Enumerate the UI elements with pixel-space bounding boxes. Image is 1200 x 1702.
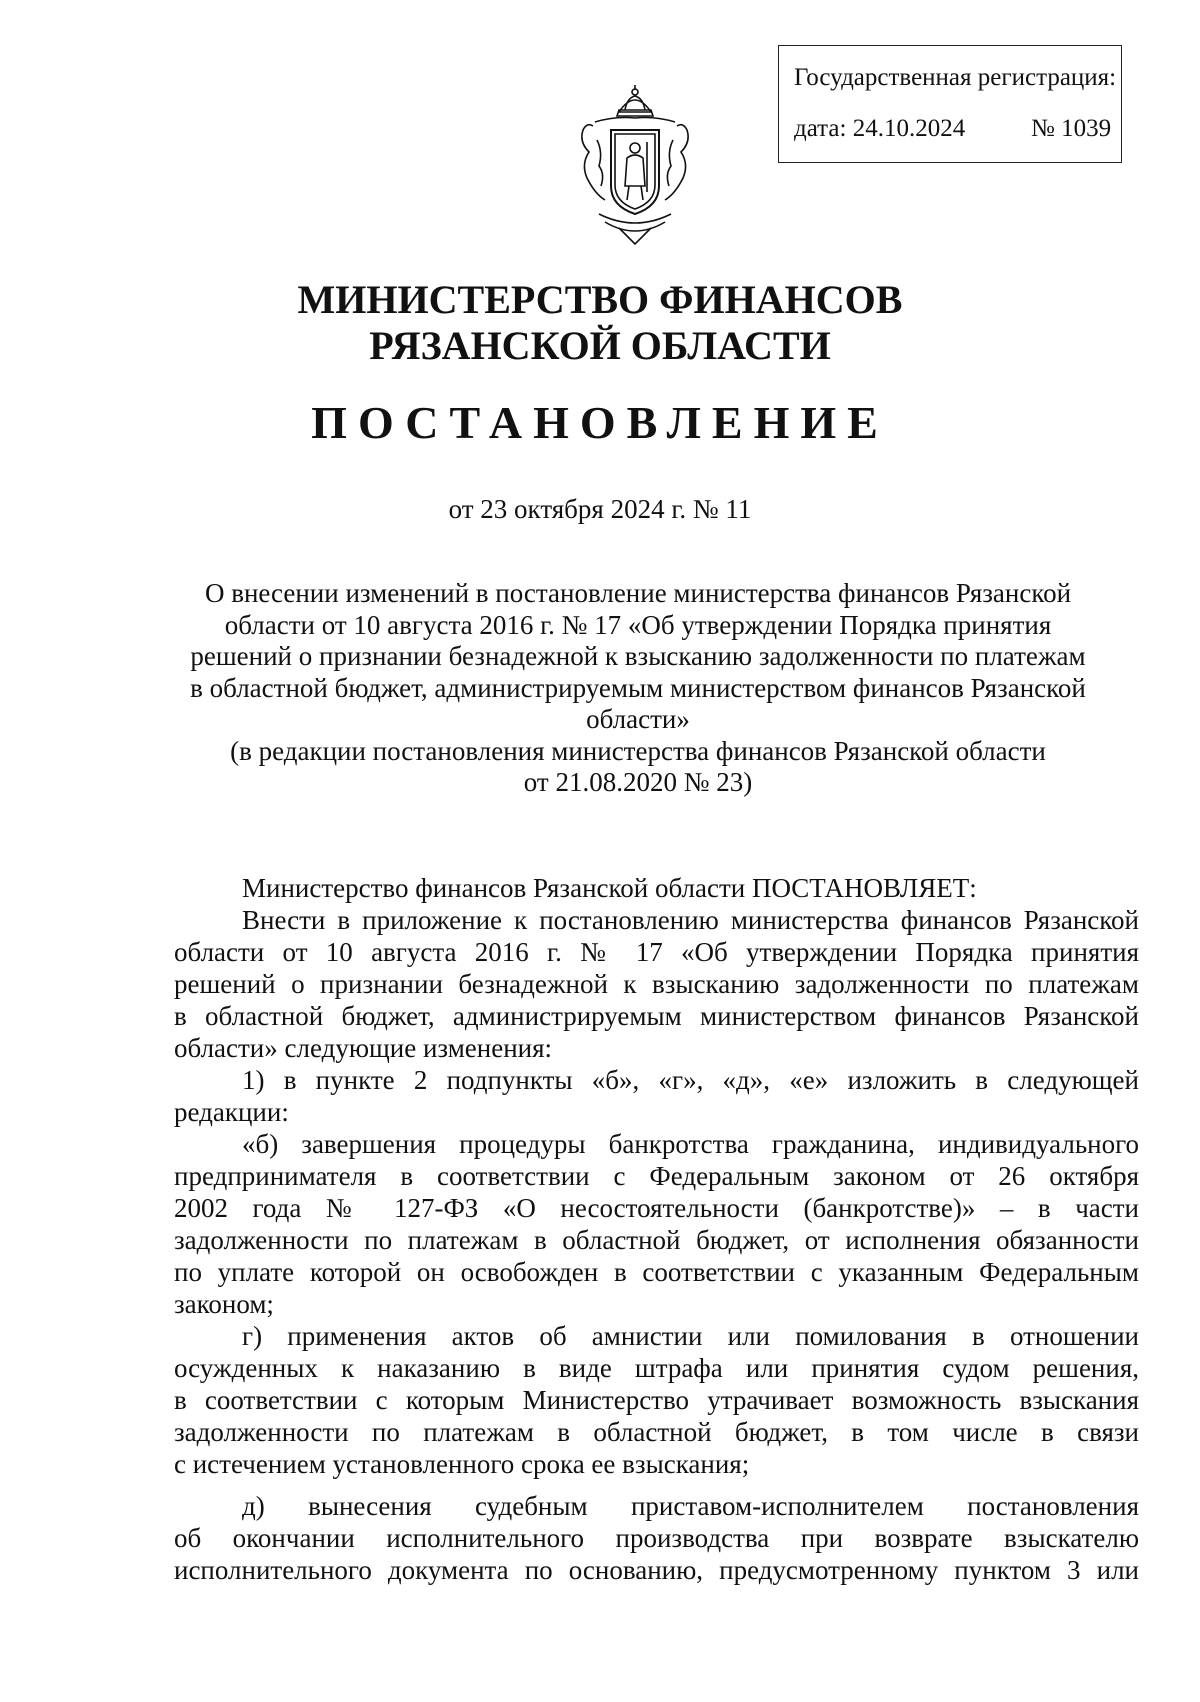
body-line: предпринимателя в соответствии с Федеральным законом от 26 октября: [174, 1161, 1139, 1191]
title-line: в областной бюджет, администрируемым министерством финансов Рязанской: [190, 672, 1086, 703]
ministry-name-line2: РЯЗАНСКОЙ ОБЛАСТИ: [369, 323, 831, 368]
title-line: области от 10 августа 2016 г. № 17 «Об утверждении Порядка принятия: [224, 609, 1052, 640]
document-type: ПОСТАНОВЛЕНИЕ: [311, 397, 889, 448]
registration-number: № 1039: [1031, 115, 1112, 142]
body-line: 1) в пункте 2 подпункты «б», «г», «д», «е» изложить в следующей: [242, 1065, 1139, 1095]
ministry-name-line1: МИНИСТЕРСТВО ФИНАНСОВ: [297, 277, 903, 322]
body-line: в соответствии с которым Министерство утрачивает возможность взыскания: [174, 1385, 1139, 1415]
body-line: редакции:: [174, 1097, 289, 1127]
body-line: законом;: [174, 1289, 274, 1319]
body-line: Министерство финансов Рязанской области ПОСТАНОВЛЯЕТ:: [242, 873, 977, 903]
body-line: задолженности по платежам в областной бюджет, в том числе в связи: [174, 1417, 1139, 1447]
registration-title: Государственная регистрация:: [794, 64, 1117, 91]
title-line: (в редакции постановления министерства финансов Рязанской области: [230, 735, 1046, 766]
title-line: О внесении изменений в постановление министерства финансов Рязанской: [204, 578, 1072, 608]
title-line: области»: [586, 704, 690, 734]
coat-of-arms-icon: [575, 82, 695, 247]
body-line: об окончании исполнительного производства при возврате взыскателю: [174, 1523, 1139, 1553]
body-line: г) применения актов об амнистии или помилования в отношении: [242, 1321, 1139, 1351]
registration-stamp: [778, 45, 1122, 163]
body-line: задолженности по платежам в областной бюджет, от исполнения обязанности: [174, 1225, 1139, 1255]
body-line: в областной бюджет, администрируемым министерством финансов Рязанской: [174, 1001, 1139, 1031]
body-line: исполнительного документа по основанию, предусмотренному пунктом 3 или: [174, 1555, 1139, 1585]
body-line: осужденных к наказанию в виде штрафа или принятия судом решения,: [174, 1353, 1139, 1383]
body-line: 2002 года № 127-ФЗ «О несостоятельности (банкротстве)» – в части: [174, 1193, 1139, 1223]
body-line: Внести в приложение к постановлению министерства финансов Рязанской: [242, 905, 1139, 935]
title-line: от 21.08.2020 № 23): [523, 767, 753, 797]
title-line: решений о признании безнадежной к взысканию задолженности по платежам: [190, 641, 1086, 671]
body-line: «б) завершения процедуры банкротства гражданина, индивидуального: [242, 1129, 1139, 1159]
body-line: с истечением установленного срока ее взыскания;: [174, 1449, 750, 1479]
body-line: решений о признании безнадежной к взысканию задолженности по платежам: [174, 969, 1139, 999]
document-title: [150, 578, 1126, 799]
body-line: по уплате которой он освобожден в соответствии с указанным Федеральным: [174, 1257, 1139, 1287]
body-line: области от 10 августа 2016 г. № 17 «Об утверждении Порядка принятия: [174, 937, 1139, 967]
body-line: д) вынесения судебным приставом-исполнителем постановления: [242, 1491, 1139, 1521]
document-date-number: от 23 октября 2024 г. № 11: [448, 494, 752, 524]
body-line: области» следующие изменения:: [174, 1033, 553, 1063]
registration-date: дата: 24.10.2024: [794, 115, 966, 142]
